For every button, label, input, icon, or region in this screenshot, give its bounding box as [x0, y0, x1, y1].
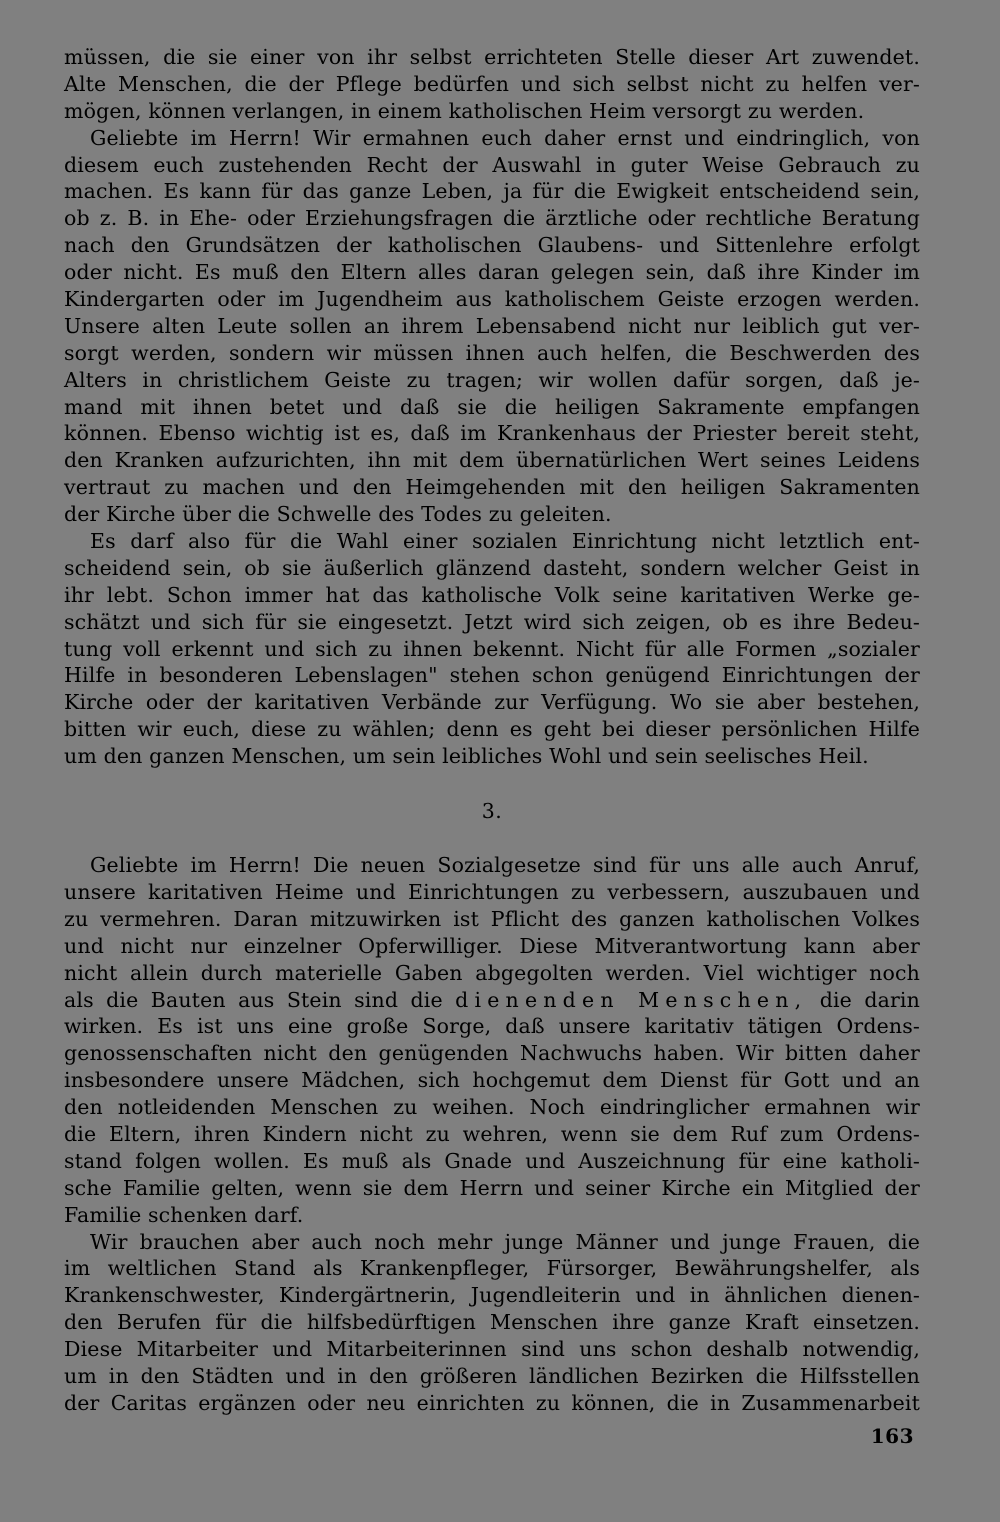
- text-line: genossenschaften nicht den genügenden Nachwuchs haben. Wir bitten daher: [64, 1041, 920, 1066]
- text-line: bitten wir euch, diese zu wählen; denn es geht bei dieser persönlichen Hilfe: [64, 717, 920, 742]
- text-line: oder nicht. Es muß den Eltern alles daran gelegen sein, daß ihre Kinder im: [64, 260, 920, 285]
- text-line: Alte Menschen, die der Pflege bedürfen und sich selbst nicht zu helfen ver-: [64, 71, 920, 96]
- text-line: die Eltern, ihren Kindern nicht zu wehren, wenn sie dem Ruf zum Ordens-: [64, 1121, 920, 1146]
- text-line: Alters in christlichem Geiste zu tragen; wir wollen dafür sorgen, daß je-: [64, 367, 920, 392]
- text-line: der Caritas ergänzen oder neu einrichten zu können, die in Zusammenarbeit: [64, 1390, 920, 1415]
- text-line: diesem euch zustehenden Recht der Auswahl in guter Weise Gebrauch zu: [64, 152, 920, 177]
- text-line: Hilfe in besonderen Lebenslagen" stehen schon genügend Einrichtungen der: [64, 663, 920, 688]
- page-number: 163: [870, 1424, 914, 1448]
- section-heading: 3.: [481, 799, 503, 824]
- text-line: ob z. B. in Ehe- oder Erziehungsfragen die ärztliche oder rechtliche Beratung: [64, 206, 920, 231]
- text-line: vertraut zu machen und den Heimgehenden mit den heiligen Sakramenten: [64, 475, 920, 500]
- text-line: insbesondere unsere Mädchen, sich hochgemut dem Dienst für Gott und an: [64, 1068, 920, 1093]
- text-line: unsere karitativen Heime und Einrichtungen zu verbessern, auszubauen und: [64, 879, 920, 904]
- text-after-emphasis: die darin: [819, 987, 920, 1012]
- text-line: den notleidenden Menschen zu weihen. Noch eindringlicher ermahnen wir: [64, 1095, 920, 1120]
- text-before-emphasis: als die Bauten aus Stein sind die: [64, 987, 443, 1012]
- text-line: Unsere alten Leute sollen an ihrem Lebensabend nicht nur leiblich gut ver-: [64, 313, 920, 338]
- paragraph-4: [64, 852, 920, 1228]
- document-page: [64, 44, 920, 1417]
- text-line: wirken. Es ist uns eine große Sorge, daß unsere karitativ tätigen Ordens-: [64, 1014, 920, 1039]
- text-line: um in den Städten und in den größeren ländlichen Bezirken die Hilfsstellen: [64, 1363, 920, 1388]
- text-line: sche Familie gelten, wenn sie dem Herrn und seiner Kirche ein Mitglied der: [64, 1175, 920, 1200]
- text-line-emphasis: [64, 987, 920, 1014]
- text-line: Diese Mitarbeiter und Mitarbeiterinnen sind uns schon deshalb notwendig,: [64, 1337, 920, 1362]
- text-line: und nicht nur einzelner Opferwilliger. Diese Mitverantwortung kann aber: [64, 933, 920, 958]
- text-line: sorgt werden, sondern wir müssen ihnen auch helfen, die Beschwerden des: [64, 340, 920, 365]
- text-line: müssen, die sie einer von ihr selbst errichteten Stelle dieser Art zuwendet.: [64, 45, 920, 69]
- text-line: den Berufen für die hilfsbedürftigen Menschen ihre ganze Kraft einsetzen.: [64, 1310, 920, 1335]
- paragraph-2: [64, 125, 920, 528]
- text-line: scheidend sein, ob sie äußerlich glänzend dasteht, sondern welcher Geist in: [64, 555, 920, 580]
- text-line: um den ganzen Menschen, um sein leibliches Wohl und sein seelisches Heil.: [64, 744, 869, 769]
- text-line: der Kirche über die Schwelle des Todes zu geleiten.: [64, 502, 612, 527]
- text-line: ihr lebt. Schon immer hat das katholische Volk seine karitativen Werke ge-: [64, 582, 920, 607]
- text-line: Geliebte im Herrn! Wir ermahnen euch daher ernst und eindringlich, von: [90, 125, 920, 150]
- text-line: stand folgen wollen. Es muß als Gnade und Auszeichnung für eine katholi-: [64, 1148, 920, 1173]
- paragraph-5: [64, 1229, 920, 1417]
- text-line: tung voll erkennt und sich zu ihnen bekennt. Nicht für alle Formen „sozialer: [64, 636, 920, 661]
- text-line: Wir brauchen aber auch noch mehr junge Männer und junge Frauen, die: [90, 1229, 920, 1254]
- spacer: [64, 824, 920, 852]
- text-line: mand mit ihnen betet und daß sie die heiligen Sakramente empfangen: [64, 394, 920, 419]
- spacer: [64, 770, 920, 798]
- text-line: Geliebte im Herrn! Die neuen Sozialgesetze sind für uns alle auch Anruf,: [90, 853, 920, 878]
- text-line: nach den Grundsätzen der katholischen Glaubens- und Sittenlehre erfolgt: [64, 233, 920, 258]
- text-line: Kindergarten oder im Jugendheim aus katholischem Geiste erzogen werden.: [64, 287, 920, 312]
- text-line: nicht allein durch materielle Gaben abgegolten werden. Viel wichtiger noch: [64, 960, 920, 985]
- text-line: Familie schenken darf.: [64, 1202, 304, 1227]
- text-line: können. Ebenso wichtig ist es, daß im Krankenhaus der Priester bereit steht,: [64, 421, 920, 446]
- text-line: machen. Es kann für das ganze Leben, ja für die Ewigkeit entscheidend sein,: [64, 179, 920, 204]
- text-line: im weltlichen Stand als Krankenpfleger, Fürsorger, Bewährungshelfer, als: [64, 1256, 920, 1281]
- emphasized-text: dienenden Menschen,: [455, 987, 808, 1012]
- paragraph-1: [64, 44, 920, 125]
- text-line: den Kranken aufzurichten, ihn mit dem übernatürlichen Wert seines Leidens: [64, 448, 920, 473]
- text-line: mögen, können verlangen, in einem katholischen Heim versorgt zu werden.: [64, 98, 865, 123]
- text-line: schätzt und sich für sie eingesetzt. Jetzt wird sich zeigen, ob es ihre Bedeu-: [64, 609, 920, 634]
- text-line: Krankenschwester, Kindergärtnerin, Jugendleiterin und in ähnlichen dienen-: [64, 1283, 920, 1308]
- text-line: zu vermehren. Daran mitzuwirken ist Pflicht des ganzen katholischen Volkes: [64, 906, 920, 931]
- text-line: Kirche oder der karitativen Verbände zur Verfügung. Wo sie aber bestehen,: [64, 690, 920, 715]
- paragraph-3: [64, 528, 920, 770]
- text-line: Es darf also für die Wahl einer sozialen Einrichtung nicht letztlich ent-: [90, 529, 920, 554]
